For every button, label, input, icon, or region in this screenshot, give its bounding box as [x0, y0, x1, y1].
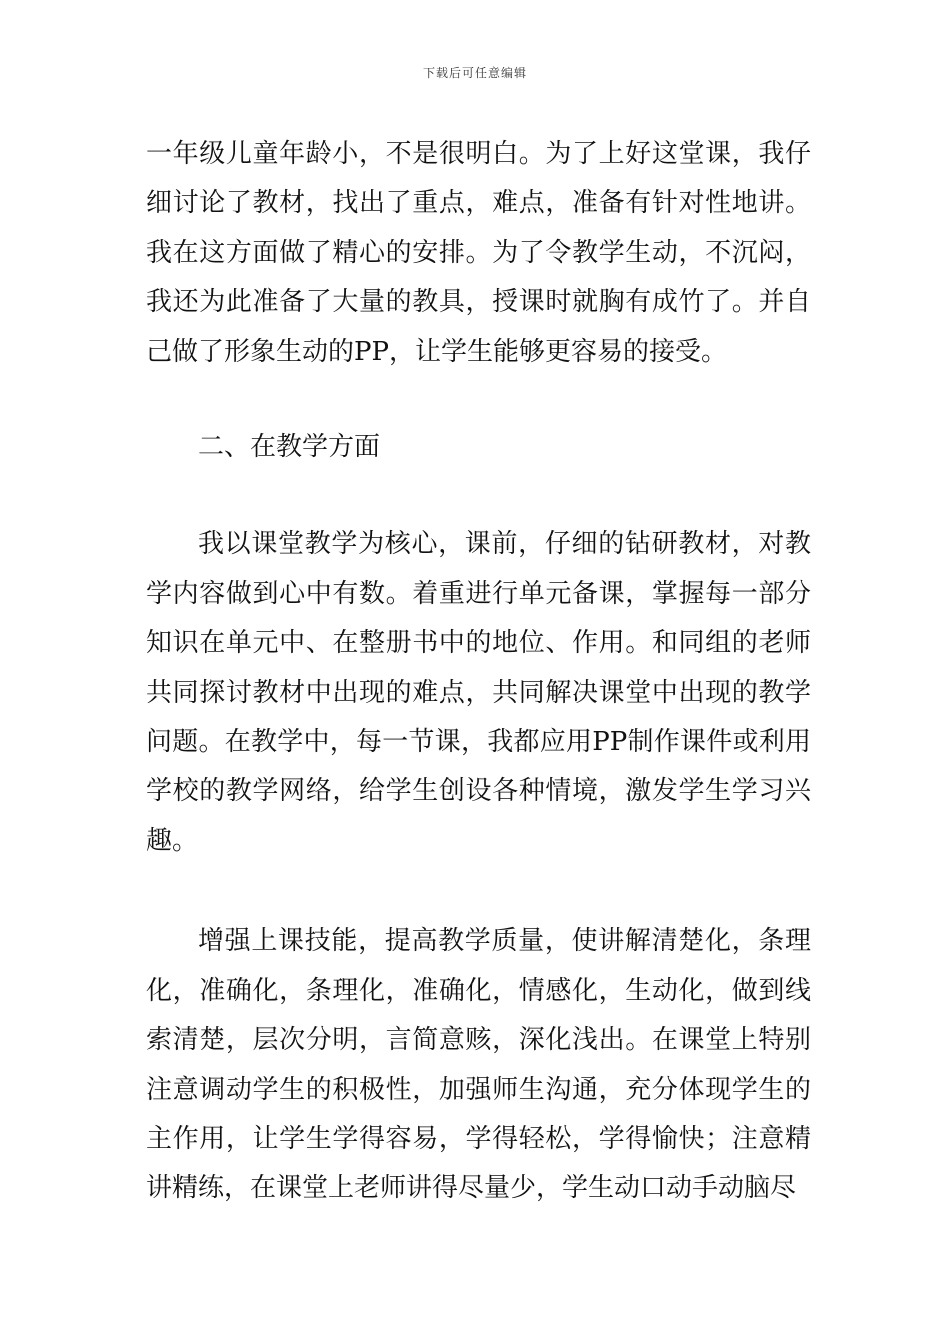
spacer [146, 377, 811, 423]
spacer [146, 472, 811, 520]
spacer [146, 866, 811, 917]
document-body [146, 130, 811, 1214]
page-header: 下载后可任意编辑 [422, 66, 527, 80]
paragraph-classroom-teaching: 我以课堂教学为核心，课前，仔细的钻研教材，对教学内容做到心中有数。着重进行单元备课，掌握每一部分知识在单元中、在整册书中的地位、作用。和同组的老师共同探讨教材中出现的难点，共同解决课堂中出现的教学问题。在教学中，每一节课，我都应用PP制作课件或利用学校的教学网络，给学生创设各种情境，激发学生学习兴趣。 [146, 529, 811, 856]
section-heading-teaching: 二、在教学方面 [198, 432, 381, 463]
paragraph-teaching-skills: 增强上课技能，提高教学质量，使讲解清楚化，条理化，准确化，条理化，准确化，情感化，生动化，做到线索清楚，层次分明，言简意赅，深化浅出。在课堂上特别注意调动学生的积极性，加强师生沟通，充分体现学生的主作用，让学生学得容易，学得轻松，学得愉快；注意精讲精练，在课堂上老师讲得尽量少，学生动口动手动脑尽 [146, 926, 811, 1204]
paragraph-preparation: 一年级儿童年龄小，不是很明白。为了上好这堂课，我仔细讨论了教材，找出了重点，难点，准备有针对性地讲。我在这方面做了精心的安排。为了令教学生动，不沉闷，我还为此准备了大量的教具，授课时就胸有成竹了。并自己做了形象生动的PP，让学生能够更容易的接受。 [146, 139, 811, 367]
